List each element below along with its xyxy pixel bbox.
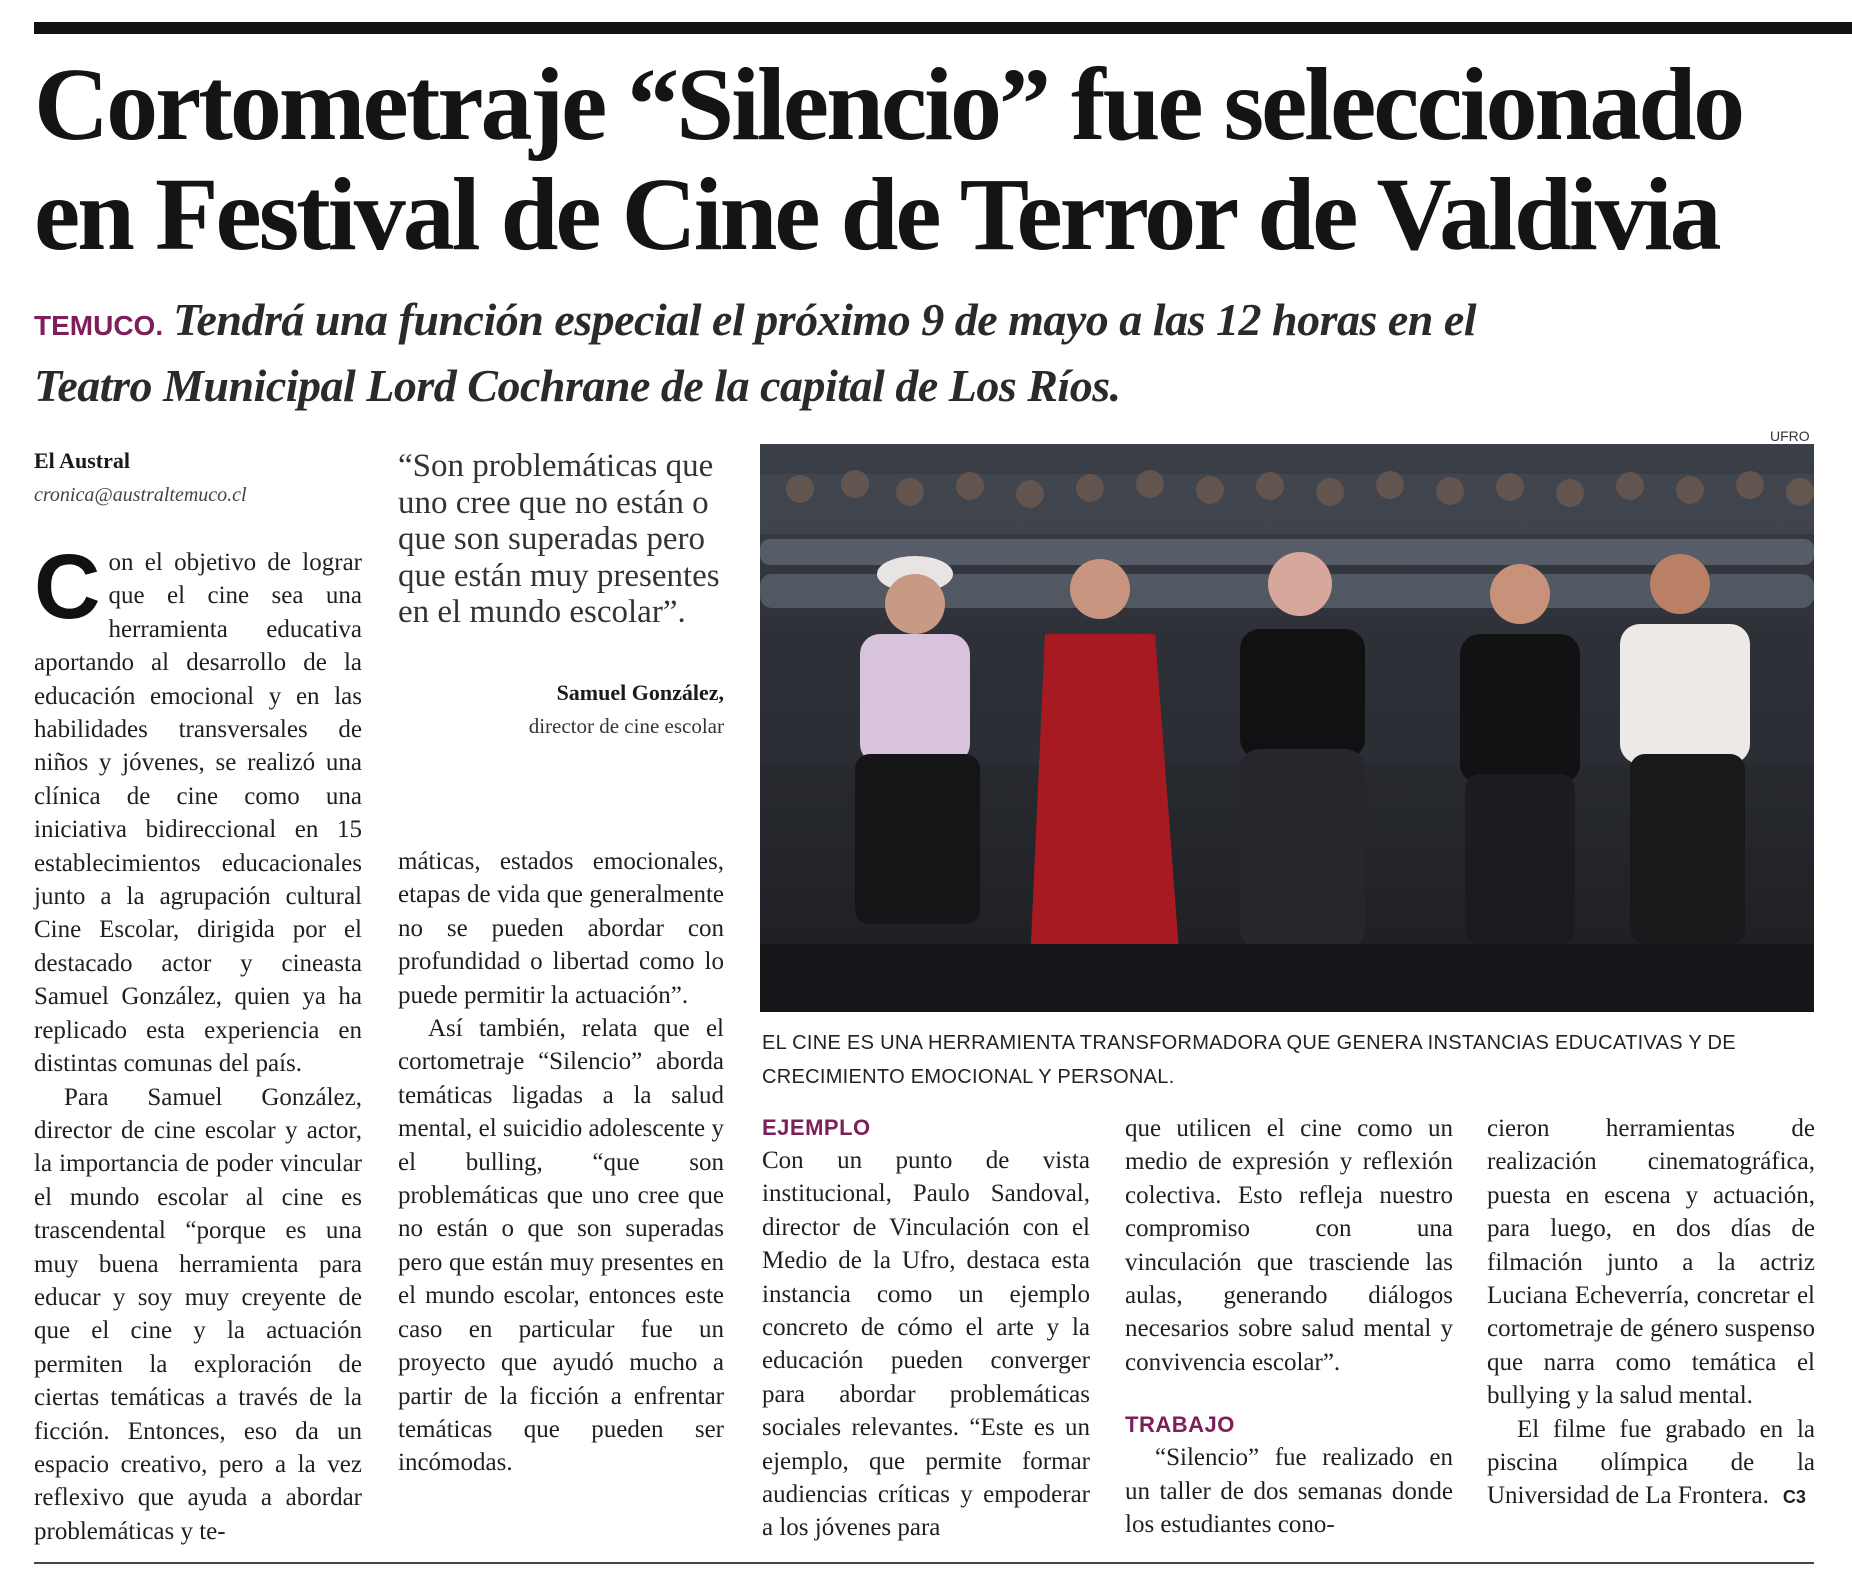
paragraph: Así también, relata que el cortometraje “Silencio” aborda temáticas ligadas a la salud mental, el suicidio adolescente y el bulling, “que son problemáticas que uno cree que no están o que son superadas pero que están muy presentes en el mundo escolar, entonces este caso en particular fue un proyecto que ayudó mucho a partir de la ficción a enfrentar temáticas que pueden ser incómodas.	[398, 1015, 724, 1477]
pull-quote-author: Samuel González,	[556, 680, 724, 705]
paragraph: máticas, estados emocionales, etapas de vida que generalmente no se pueden abordar con profundidad o libertad como lo puede permitir la actuación”.	[398, 848, 724, 1009]
top-rule	[34, 22, 1852, 34]
pull-quote: “Son problemáticas que uno cree que no están o que son superadas pero que están muy presentes en el mundo escolar”.	[398, 448, 720, 630]
paragraph: “Silencio” fue realizado en un taller de dos semanas donde los estudiantes cono-	[1125, 1444, 1453, 1539]
paragraph: Para Samuel González, director de cine escolar y actor, la importancia de poder vincular el mundo escolar al cine es trascendental “porque es una muy buena herramienta para educar y soy muy creyente de que el cine y la actuación permiten la exploración de ciertas temáticas a través de la ficción. Entonces, eso da un espacio creativo, pero a la vez reflexivo que ayuda a abordar problemáticas y te-	[34, 1083, 362, 1545]
body-column-3	[762, 1112, 1090, 1545]
dateline-city: TEMUCO.	[34, 310, 164, 341]
photo-caption: EL CINE ES UNA HERRAMIENTA TRANSFORMADORA QUE GENERA INSTANCIAS EDUCATIVAS Y DE CRECIMIENTO EMOCIONAL Y PERSONAL.	[762, 1032, 1736, 1088]
subheading-trabajo: TRABAJO	[1125, 1412, 1235, 1438]
paragraph: cieron herramientas de realización cinematográfica, puesta en escena y actuación, para luego, en dos días de filmación junto a la actriz Luciana Echeverría, concretar el cortometraje de género suspenso que narra como temática el bullying y la salud mental.	[1487, 1115, 1815, 1410]
deck-line-2: Teatro Municipal Lord Cochrane de la capital de Los Ríos.	[34, 360, 1121, 411]
deck-line-1: Tendrá una función especial el próximo 9 de mayo a las 12 horas en el	[173, 294, 1477, 345]
body-column-2	[398, 845, 724, 1480]
byline-author: El Austral	[34, 448, 130, 473]
headline-line-2: en Festival de Cine de Terror de Valdivia	[34, 157, 1719, 272]
headline	[34, 47, 1834, 272]
paragraph: on el objetivo de lograr que el cine sea una herramienta educativa aportando al desarrollo de la educación emocional y en las habilidades transversales de niños y jóvenes, se realizó una clínica de cine como una iniciativa bidireccional en 15 establecimientos educacionales junto a la agrupación cultural Cine Escolar, dirigida por el destacado actor y cineasta Samuel González, quien ya ha replicado esta experiencia en distintas comunas del país.	[34, 549, 362, 1078]
bottom-rule	[34, 1562, 1814, 1564]
paragraph: Con un punto de vista institucional, Paulo Sandoval, director de Vinculación con el Medio de la Ufro, destaca esta instancia como un ejemplo concreto de cómo el arte y la educación pueden converger para abordar problemáticas sociales relevantes. “Este es un ejemplo, que permite formar audiencias críticas y empoderar a los jóvenes para	[762, 1147, 1090, 1542]
byline-email: cronica@australtemuco.cl	[34, 484, 247, 506]
headline-line-1: Cortometraje “Silencio” fue seleccionado	[34, 47, 1743, 162]
drop-cap: C	[34, 536, 101, 638]
paragraph: El filme fue grabado en la piscina olímpica de la Universidad de La Frontera.	[1487, 1415, 1815, 1510]
deck	[34, 290, 1824, 416]
body-column-4	[1125, 1112, 1453, 1541]
photo-credit: UFRO	[1770, 428, 1810, 444]
end-mark: C3	[1782, 1487, 1806, 1508]
body-column-5	[1487, 1112, 1815, 1515]
pull-quote-role: director de cine escolar	[528, 714, 724, 738]
paragraph: que utilicen el cine como un medio de expresión y reflexión colectiva. Esto refleja nuestro compromiso con una vinculación que trasciende las aulas, generando diálogos necesarios sobre salud mental y convivencia escolar”.	[1125, 1115, 1453, 1376]
cinema-audience-illustration	[760, 444, 1814, 1012]
body-column-1	[34, 536, 362, 1548]
subheading-ejemplo: EJEMPLO	[762, 1115, 871, 1140]
news-photo	[760, 444, 1814, 1012]
